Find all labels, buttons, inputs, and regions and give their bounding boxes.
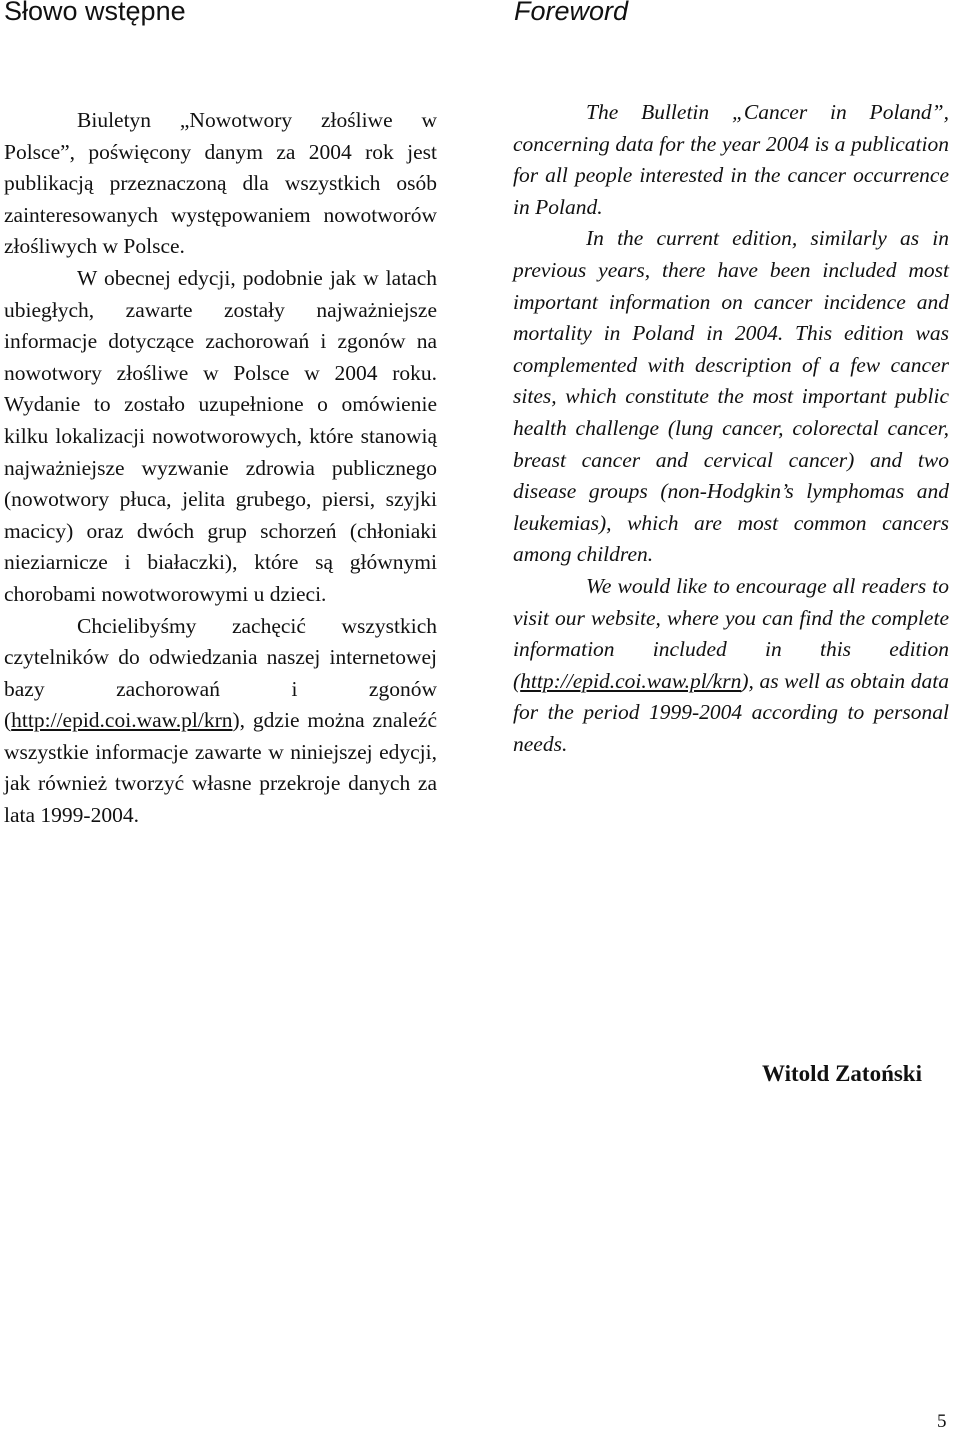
paragraph-en-3-start: We would like to encourage all readers to visit our website, where you can find the complete information included in this edition ( [513,573,949,693]
paragraph-en-3 [513,571,949,761]
author-signature: Witold Zatoński [762,1061,922,1086]
polish-column [4,105,437,832]
paragraph-en-3-end: ), as well as obtain data for the period 1999-2004 according to personal needs. [513,668,949,756]
page-number: 5 [937,1411,947,1432]
paragraph-en-1: The Bulletin „Cancer in Poland”, concerning data for the year 2004 is a publication for all people interested in the cancer occurrence in Poland. [513,100,949,219]
website-link-pl[interactable]: http://epid.coi.waw.pl/krn [11,708,233,733]
paragraph-pl-3 [4,611,437,832]
website-link-en[interactable]: http://epid.coi.waw.pl/krn [520,668,742,693]
paragraph-pl-1: Biuletyn „Nowotwory złośliwe w Polsce”, poświęcony danym za 2004 rok jest publikacją przeznaczoną dla wszystkich osób zainteresowanych występowaniem nowotworów złośliwych w Polsce. [4,108,437,259]
heading-english: Foreword [514,0,629,26]
heading-polish: Słowo wstępne [4,0,186,26]
english-column [513,97,949,760]
paragraph-en-2: In the current edition, similarly as in previous years, there have been included most important information on cancer incidence and mortality in Poland in 2004. This edition was complemented with description of a few cancer sites, which constitute the most important public health challenge (lung cancer, colorectal cancer, breast cancer and cervical cancer) and two disease groups (non-Hodgkin’s lymphomas and leukemias), which are most common cancers among children. [513,226,949,567]
paragraph-pl-3-end: ), gdzie można znaleźć wszystkie informacje zawarte w niniejszej edycji, jak również tworzyć własne przekroje danych za lata 1999-2004. [4,708,437,828]
paragraph-pl-2: W obecnej edycji, podobnie jak w latach ubiegłych, zawarte zostały najważniejsze informacje dotyczące zachorowań i zgonów na nowotwory złośliwe w Polsce w 2004 roku. Wydanie to zostało uzupełnione o omówienie kilku lokalizacji nowotworowych, które stanowią najważniejsze wyzwanie zdrowia publicznego (nowotwory płuca, jelita grubego, piersi, szyjki macicy) oraz dwóch grup schorzeń (chłoniaki nieziarnicze i białaczki), które są głównymi chorobami nowotworowymi u dzieci. [4,265,437,606]
paragraph-pl-3-start: Chcielibyśmy zachęcić wszystkich czytelników do odwiedzania naszej internetowej bazy zachorowań i zgonów ( [4,613,437,733]
